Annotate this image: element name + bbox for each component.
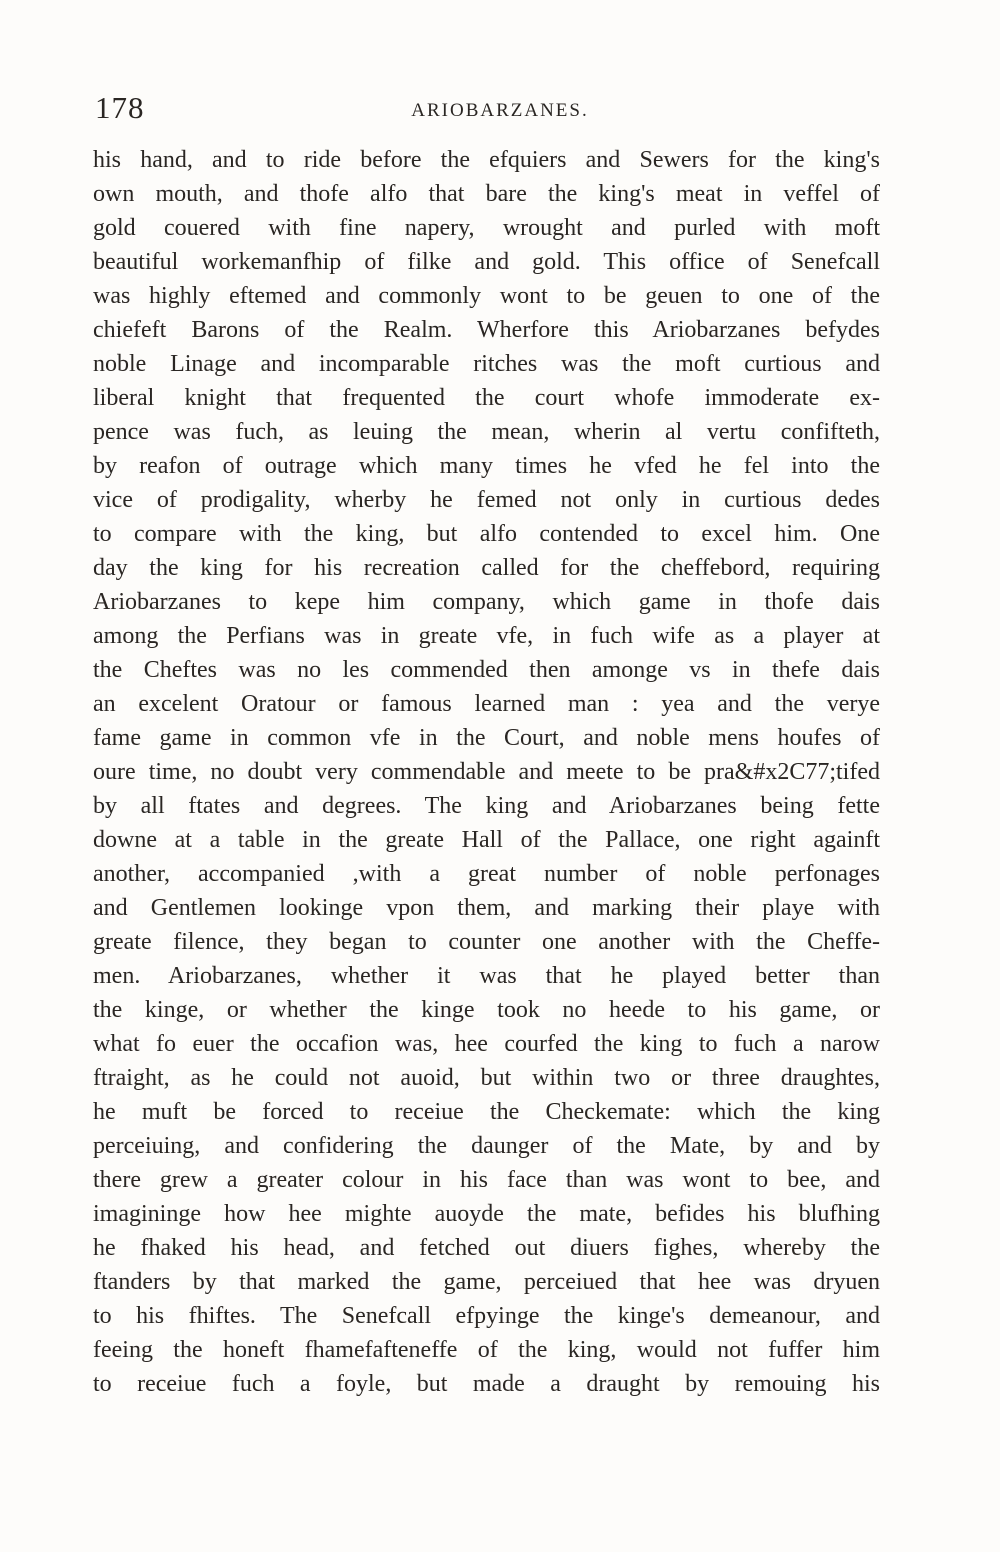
text-line: oure time, no doubt very commendable and meete to be pra&#x2C77;tifed xyxy=(93,759,880,785)
text-line: vice of prodigality, wherby he femed not only in curtious dedes xyxy=(93,487,880,513)
body-text xyxy=(93,143,880,1401)
text-line: to receiue fuch a foyle, but made a draught by remouing his xyxy=(93,1371,880,1397)
text-line: to his fhiftes. The Senefcall efpyinge the kinge's demeanour, and xyxy=(93,1303,880,1329)
text-line: greate filence, they began to counter one another with the Cheffe- xyxy=(93,929,880,955)
text-line: Ariobarzanes to kepe him company, which game in thofe dais xyxy=(93,589,880,615)
text-line: downe at a table in the greate Hall of the Pallace, one right againft xyxy=(93,827,880,853)
text-line: what fo euer the occafion was, hee courfed the king to fuch a narow xyxy=(93,1031,880,1057)
text-line: and Gentlemen lookinge vpon them, and marking their playe with xyxy=(93,895,880,921)
text-line: among the Perfians was in greate vfe, in fuch wife as a player at xyxy=(93,623,880,649)
text-line: imagininge how hee mighte auoyde the mate, befides his blufhing xyxy=(93,1201,880,1227)
text-line: day the king for his recreation called for the cheffebord, requiring xyxy=(93,555,880,581)
text-line: fame game in common vfe in the Court, and noble mens houfes of xyxy=(93,725,880,751)
text-line: by all ftates and degrees. The king and Ariobarzanes being fette xyxy=(93,793,880,819)
text-line: by reafon of outrage which many times he vfed he fel into the xyxy=(93,453,880,479)
text-line: ftraight, as he could not auoid, but within two or three draughtes, xyxy=(93,1065,880,1091)
text-line: an excelent Oratour or famous learned man : yea and the verye xyxy=(93,691,880,717)
text-line: noble Linage and incomparable ritches was the moft curtious and xyxy=(93,351,880,377)
text-line: pence was fuch, as leuing the mean, wherin al vertu confifteth, xyxy=(93,419,880,445)
text-line: ftanders by that marked the game, perceiued that hee was dryuen xyxy=(93,1269,880,1295)
text-line: the kinge, or whether the kinge took no heede to his game, or xyxy=(93,997,880,1023)
text-line: his hand, and to ride before the efquiers and Sewers for the king's xyxy=(93,147,880,173)
text-line: liberal knight that frequented the court whofe immoderate ex- xyxy=(93,385,880,411)
text-line: there grew a greater colour in his face than was wont to bee, and xyxy=(93,1167,880,1193)
text-line: chiefeft Barons of the Realm. Wherfore this Ariobarzanes befydes xyxy=(93,317,880,343)
text-line: to compare with the king, but alfo contended to excel him. One xyxy=(93,521,880,547)
text-line: men. Ariobarzanes, whether it was that he played better than xyxy=(93,963,880,989)
text-line: the Cheftes was no les commended then amonge vs in thefe dais xyxy=(93,657,880,683)
text-line: another, accompanied ,with a great number of noble perfonages xyxy=(93,861,880,887)
text-line: perceiuing, and confidering the daunger of the Mate, by and by xyxy=(93,1133,880,1159)
text-line: own mouth, and thofe alfo that bare the king's meat in veffel of xyxy=(93,181,880,207)
text-line: he fhaked his head, and fetched out diuers fighes, whereby the xyxy=(93,1235,880,1261)
text-line: gold couered with fine napery, wrought and purled with moft xyxy=(93,215,880,241)
text-line: beautiful workemanfhip of filke and gold. This office of Senefcall xyxy=(93,249,880,275)
text-line: was highly eftemed and commonly wont to be geuen to one of the xyxy=(93,283,880,309)
page-number: 178 xyxy=(95,90,145,125)
text-line: he muft be forced to receiue the Checkemate: which the king xyxy=(93,1099,880,1125)
text-line: feeing the honeft fhamefafteneffe of the king, would not fuffer him xyxy=(93,1337,880,1363)
running-title: ARIOBARZANES. xyxy=(411,100,589,121)
